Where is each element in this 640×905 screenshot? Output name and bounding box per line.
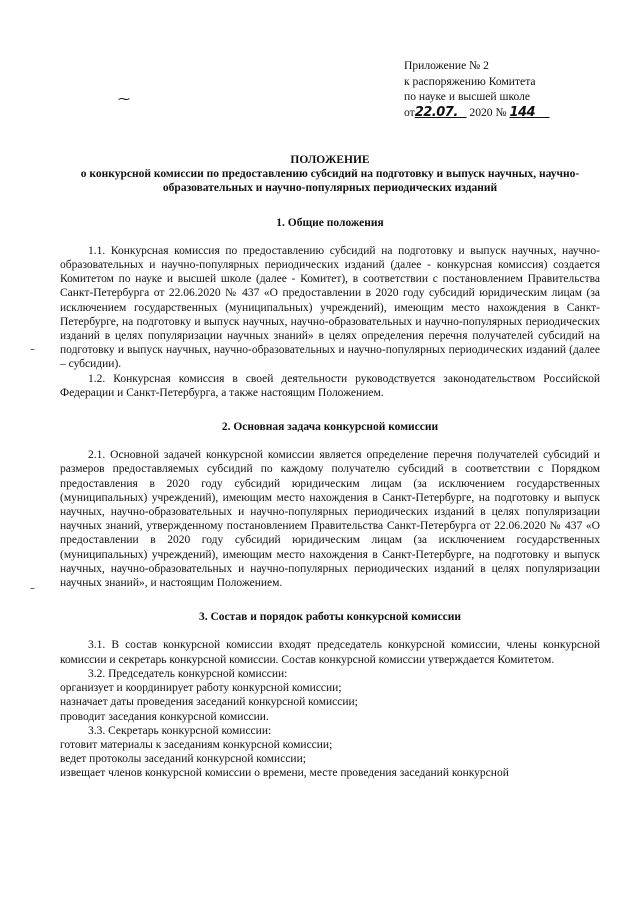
handwritten-number: 144 — [509, 104, 536, 120]
date-prefix: от — [404, 105, 415, 119]
margin-dash-mark: – — [30, 583, 35, 594]
year-text: 2020 № — [469, 105, 507, 119]
list-item: извещает членов конкурсной комиссии о времени, месте проведения заседаний конкурсной — [60, 767, 509, 780]
annex-committee-ref: по науке и высшей школе — [404, 90, 531, 103]
section-1-heading: 1. Общие положения — [276, 216, 384, 229]
list-item: назначает даты проведения заседаний конкурсной комиссии; — [60, 696, 358, 709]
section-3-heading: 3. Состав и порядок работы конкурсной комиссии — [198, 611, 462, 624]
section-2-heading: 2. Основная задача конкурсной комиссии — [221, 421, 439, 434]
annex-order-ref: к распоряжению Комитета — [404, 74, 536, 88]
paragraph-2-1: 2.1. Основной задачей конкурсной комиссии является определение перечня получателей субсидий и размеров предоставляемых субсидий по каждому получателю субсидий в соответствии с Порядком предоставления в 2020 году субсидий юридическим лицам (за исключением государственных (муниципальных) учреждений), имеющим место нахождения в Санкт-Петербурге, на подготовку и выпуск научных, научно-образовательных и научно-популярных периодических изданий в целях популяризации научных знаний, утвержденному постановлением Правительства Санкт-Петербурга от 22.06.2020 № 437 «О предоставлении в 2020 году субсидий юридическим лицам (за исключением государственных (муниципальных) учреждений), имеющим место нахождения в Санкт-Петербурге, на подготовку и выпуск научных, научно-образовательных и научно-популярных периодических изданий в целях популяризации научных знаний», и настоящим Положением. — [60, 449, 600, 590]
handwritten-date: 22.07. — [414, 104, 458, 120]
paragraph-1-2: 1.2. Конкурсная комиссия в своей деятельности руководствуется законодательством Российской Федерации и Санкт-Петербурга, а также настоящим Положением. — [60, 372, 600, 399]
document-title: ПОЛОЖЕНИЕ — [290, 154, 370, 166]
paragraph-3-1: 3.1. В состав конкурсной комиссии входят председатель конкурсной комиссии, члены конкурсной комиссии и секретарь конкурсной комиссии. Состав конкурсной комиссии утверждается Комитетом. — [60, 639, 600, 666]
annex-block — [404, 58, 604, 120]
list-item: проводит заседания конкурсной комиссии. — [60, 710, 269, 723]
paragraph-1-1: 1.1. Конкурсная комиссия по предоставлению субсидий на подготовку и выпуск научных, научно-образовательных и научно-популярных периодических изданий (далее - конкурсная комиссия) создается Комитетом по науке и высшей школе (далее - Комитет), в соответствии с постановлением Правительства Санкт-Петербурга от 22.06.2020 № 437 «О предоставлении в 2020 году субсидий юридическим лицам (за исключением государственных (муниципальных) учреждений), имеющим место нахождения в Санкт-Петербурге, на подготовку и выпуск научных, научно-образовательных и научно-популярных периодических изданий в целях популяризации научных знаний» в целях определения перечня получателей субсидий на подготовку и выпуск научных, научно-образовательных и научно-популярных периодических изданий (далее – субсидии). — [60, 244, 600, 371]
paragraph-3-2: 3.2. Председатель конкурсной комиссии: — [88, 667, 288, 680]
list-item: готовит материалы к заседаниям конкурсной комиссии; — [60, 738, 333, 751]
document-body — [60, 153, 600, 781]
list-item: организует и координирует работу конкурсной комиссии; — [60, 682, 342, 695]
margin-stroke-mark: ⁓ — [118, 92, 130, 106]
annex-title: Приложение № 2 — [404, 59, 489, 72]
annex-date-line — [404, 105, 604, 121]
margin-dash-mark: – — [30, 344, 35, 355]
list-item: ведет протоколы заседаний конкурсной комиссии; — [60, 753, 306, 766]
document-subtitle: о конкурсной комиссии по предоставлению субсидий на подготовку и выпуск научных, научно-образовательных и научно-популярных периодических изданий — [80, 168, 580, 195]
paragraph-3-3: 3.3. Секретарь конкурсной комиссии: — [88, 724, 272, 737]
